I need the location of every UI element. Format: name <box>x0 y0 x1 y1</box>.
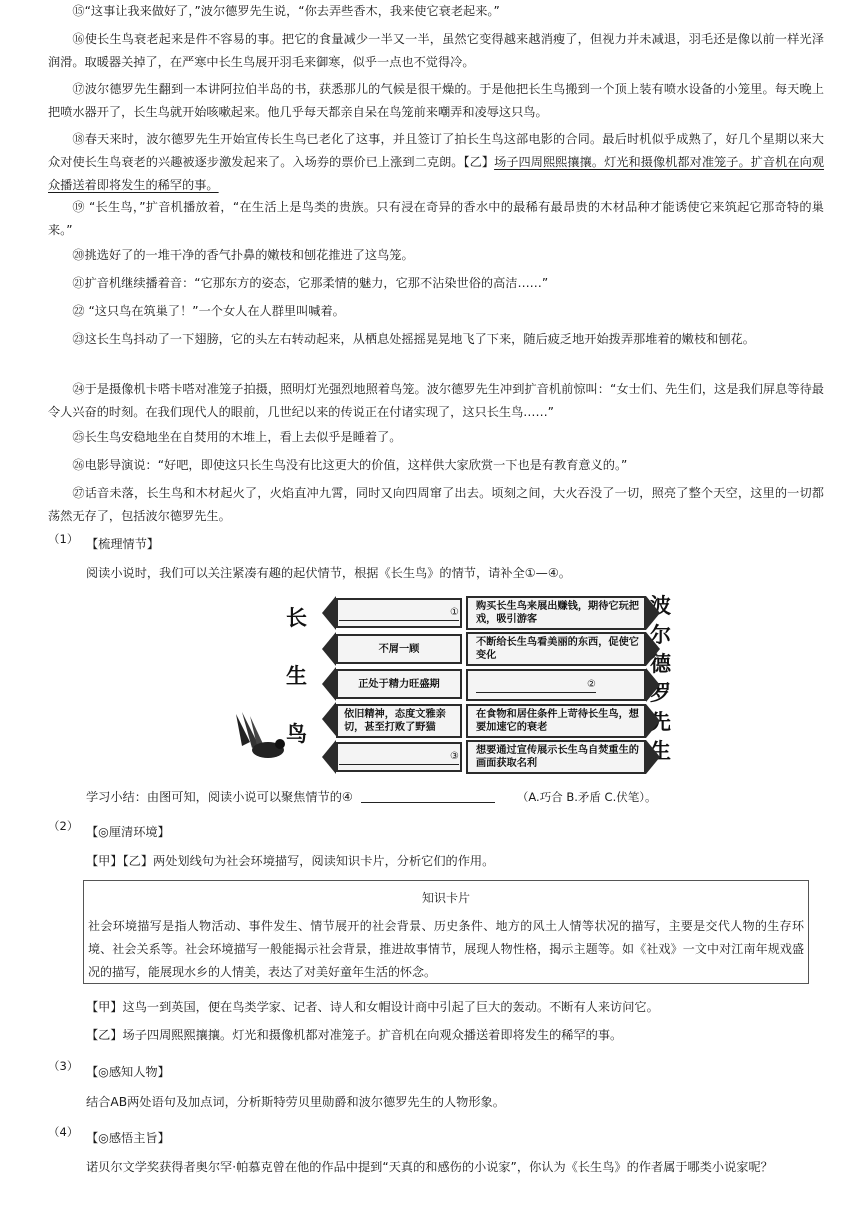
diagram-right-label-5: 先 <box>650 710 671 734</box>
arrow-left-2 <box>322 632 336 666</box>
paragraph-27: ㉗话音未落，长生鸟和木材起火了，火焰直冲九霄，同时又向四周窜了出去。顷刻之间，大火吞没了一切，照亮了整个天空，这里的一切都荡然无存了，包括波尔德罗先生。 <box>48 486 824 523</box>
question-1-summary <box>86 786 657 809</box>
arrow-right-5 <box>646 740 660 774</box>
diagram-left-row-4: 依旧精神，态度文雅亲切，甚至打败了野猫 <box>336 704 462 738</box>
blank-2: ② <box>476 678 596 693</box>
question-4-number: （4） <box>48 1125 79 1139</box>
diagram-left-row-3: 正处于精力旺盛期 <box>336 669 462 699</box>
diagram-right-label-4: 罗 <box>650 681 671 705</box>
arrow-right-3 <box>646 668 660 702</box>
question-4-instruction: 诺贝尔文学奖获得者奥尔罕·帕慕克曾在他的作品中提到“天真的和感伤的小说家”，你认为《长生鸟》的作者属于哪类小说家呢？ <box>86 1160 773 1174</box>
diagram-right-row-3 <box>466 669 646 701</box>
answer-blank-4[interactable] <box>361 788 495 803</box>
diagram-left-label-1: 长 <box>286 606 307 630</box>
answer-options: （A.巧合 B.矛盾 C.伏笔）。 <box>516 790 657 804</box>
arrow-right-1 <box>646 596 660 630</box>
paragraph-22: ㉒ “这只鸟在筑巢了！”一个女人在人群里叫喊着。 <box>72 304 345 318</box>
question-2-number: （2） <box>48 819 79 833</box>
arrow-left-5 <box>322 740 336 774</box>
paragraph-25: ㉕长生鸟安稳地坐在自焚用的木堆上，看上去似乎是睡着了。 <box>72 430 402 444</box>
paragraph-17: ⑰波尔德罗先生翻到一本讲阿拉伯半岛的书，获悉那儿的气候是很干燥的。于是他把长生鸟搬到一个顶上装有喷水设备的小笼里。每天晚上把喷水器开了，长生鸟就开始咳嗽起来。他几乎每天都亲自呆在鸟笼前来嘲弄和凌辱这只鸟。 <box>48 82 824 119</box>
diagram-right-row-1: 购买长生鸟来展出赚钱，期待它玩把戏，吸引游客 <box>466 596 646 630</box>
bird-illustration <box>228 702 290 762</box>
question-3-number: （3） <box>48 1059 79 1073</box>
knowledge-card-body: 社会环境描写是指人物活动、事件发生、情节展开的社会背景、历史条件、地方的风土人情等状况的描写，主要是交代人物的生存环境、社会关系等。社会环境描写一般能揭示社会背景，推进故事情节，展现人物性格，揭示主题等。如《社戏》一文中对江南年规戏盛况的描写，能展现水乡的人情美，表达了对美好童年生活的怀念。 <box>88 919 804 979</box>
paragraph-23: ㉓这长生鸟抖动了一下翅膀，它的头左右转动起来，从栖息处摇摇晃晃地飞了下来，随后疲乏地开始拨弄那堆着的嫩枝和刨花。 <box>72 332 755 346</box>
diagram-left-row-5 <box>336 742 462 772</box>
underlined-sentence-yi: 场子四周熙熙攘攘。灯光和摄像机都对准笼子。扩音机在向观众播送着即将发生的稀罕的事。 <box>48 155 825 192</box>
diagram-right-label-6: 生 <box>650 739 671 763</box>
diagram-right-row-2: 不断给长生鸟看美丽的东西，促使它变化 <box>466 632 646 666</box>
diagram-right-label-2: 尔 <box>650 623 671 647</box>
diagram-left-row-1 <box>336 598 462 628</box>
arrow-right-4 <box>646 704 660 738</box>
paragraph-18 <box>48 128 824 197</box>
question-3-instruction: 结合AB两处语句及加点词，分析斯特劳贝里勋爵和波尔德罗先生的人物形象。 <box>86 1095 505 1109</box>
diagram-left-row-2: 不屑一顾 <box>336 634 462 664</box>
paragraph-16: ⑯使长生鸟衰老起来是件不容易的事。把它的食量减少一半又一半，虽然它变得越来越消瘦了，但视力并未减退，羽毛还是像以前一样光泽润滑。取暖器关掉了，在严寒中长生鸟展开羽毛来御寒，似乎一点也不觉得冷。 <box>48 32 824 69</box>
paragraph-26: ㉖电影导演说：“好吧，即使这只长生鸟没有比这更大的价值，这样供大家欣赏一下也是有教育意义的。” <box>72 458 628 472</box>
paragraph-20: ⑳挑选好了的一堆干净的香气扑鼻的嫩枝和刨花推进了这鸟笼。 <box>72 248 414 262</box>
diagram-right-label-3: 德 <box>650 652 671 676</box>
arrow-left-3 <box>322 667 336 701</box>
paragraph-21: ㉑扩音机继续播着音：“它那东方的姿态，它那柔情的魅力，它那不沾染世俗的高洁……” <box>72 276 549 290</box>
diagram-right-label-1: 波 <box>650 594 671 618</box>
sentence-yi: 【乙】场子四周熙熙攘攘。灯光和摄像机都对准笼子。扩音机在向观众播送着即将发生的稀罕的事。 <box>86 1028 623 1042</box>
diagram-right-row-5: 想要通过宣传展示长生鸟自焚重生的画面获取名利 <box>466 740 646 774</box>
question-4-heading: 【◎感悟主旨】 <box>86 1131 170 1145</box>
knowledge-card <box>83 880 809 984</box>
paragraph-18-text: ⑱春天来时，波尔德罗先生开始宣传长生鸟已老化了这事，并且签订了拍长生鸟这部电影的合同。最后时机似乎成熟了，好几个星期以来大众对使长生鸟衰老的兴趣被逐步激发起来了。入场券的票价已上涨到二克朗。【乙】 <box>48 132 824 169</box>
question-1-heading: 【梳理情节】 <box>86 537 160 551</box>
knowledge-card-title: 知识卡片 <box>421 891 470 905</box>
paragraph-24: ㉔于是摄像机卡嗒卡嗒对准笼子拍摄，照明灯光强烈地照着鸟笼。波尔德罗先生冲到扩音机前惊叫：“女士们、先生们，这是我们屏息等待最令人兴奋的时刻。在我们现代人的眼前，几世纪以来的传说正在付诸实现了，这只长生鸟……” <box>48 382 824 419</box>
question-3-heading: 【◎感知人物】 <box>86 1065 170 1079</box>
blank-3: ③ <box>339 750 459 765</box>
question-1-number: （1） <box>48 532 79 546</box>
sentence-jia: 【甲】这鸟一到英国，便在鸟类学家、记者、诗人和女帽设计商中引起了巨大的轰动。不断有人来访问它。 <box>86 1000 659 1014</box>
paragraph-19: ⑲ “长生鸟，”扩音机播放着，“在生活上是鸟类的贵族。只有浸在奇异的香水中的最稀有最昂贵的木材品种才能诱使它来筑起它那奇特的巢来。” <box>48 200 824 237</box>
diagram-left-label-3: 鸟 <box>286 722 307 746</box>
question-2-instruction: 【甲】【乙】两处划线句为社会环境描写，阅读知识卡片，分析它们的作用。 <box>86 854 495 868</box>
question-2-heading: 【◎厘清环境】 <box>86 825 170 839</box>
question-1-instruction: 阅读小说时，我们可以关注紧凑有趣的起伏情节，根据《长生鸟》的情节，请补全①—④。 <box>86 566 571 580</box>
arrow-left-4 <box>322 702 336 736</box>
arrow-right-2 <box>646 632 660 666</box>
diagram-left-label-2: 生 <box>286 664 307 688</box>
diagram-right-row-4: 在食物和居住条件上苛待长生鸟，想要加速它的衰老 <box>466 704 646 738</box>
plot-diagram <box>226 590 678 780</box>
paragraph-15: ⑮“这事让我来做好了，”波尔德罗先生说，“你去弄些香木，我来使它衰老起来。” <box>72 4 500 18</box>
blank-1: ① <box>339 606 459 621</box>
arrow-left-1 <box>322 596 336 630</box>
summary-text: 学习小结：由图可知，阅读小说可以聚焦情节的④ <box>86 790 353 804</box>
